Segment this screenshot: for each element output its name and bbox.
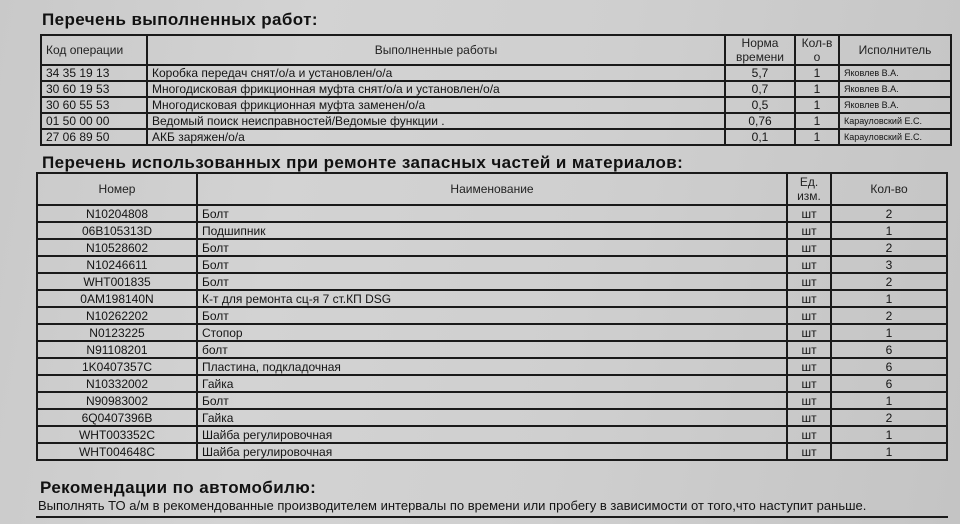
norm-time: 0,1 bbox=[725, 129, 795, 145]
table-row bbox=[37, 256, 947, 273]
norm-time: 5,7 bbox=[725, 65, 795, 81]
quantity: 1 bbox=[795, 129, 839, 145]
part-name: Болт bbox=[197, 392, 787, 409]
part-name: Болт bbox=[197, 256, 787, 273]
quantity: 6 bbox=[831, 375, 947, 392]
part-number: N90983002 bbox=[37, 392, 197, 409]
unit: шт bbox=[787, 341, 831, 358]
unit: шт bbox=[787, 392, 831, 409]
part-number: 0AM198140N bbox=[37, 290, 197, 307]
header-norm: Норма времени bbox=[725, 35, 795, 65]
unit: шт bbox=[787, 290, 831, 307]
unit: шт bbox=[787, 307, 831, 324]
table-row bbox=[41, 129, 951, 145]
table-row bbox=[41, 65, 951, 81]
table-row bbox=[37, 307, 947, 324]
part-name: К-т для ремонта сц-я 7 ст.КП DSG bbox=[197, 290, 787, 307]
table-row bbox=[37, 222, 947, 239]
quantity: 6 bbox=[831, 341, 947, 358]
operation-code: 30 60 55 53 bbox=[41, 97, 147, 113]
header-executor: Исполнитель bbox=[839, 35, 951, 65]
part-number: N10204808 bbox=[37, 205, 197, 222]
table-row bbox=[37, 273, 947, 290]
part-name: Гайка bbox=[197, 409, 787, 426]
table-row bbox=[37, 239, 947, 256]
quantity: 1 bbox=[795, 65, 839, 81]
executor: Карауловский Е.С. bbox=[839, 129, 951, 145]
quantity: 1 bbox=[831, 324, 947, 341]
unit: шт bbox=[787, 409, 831, 426]
parts-section-title: Перечень использованных при ремонте запасных частей и материалов: bbox=[42, 153, 684, 172]
part-number: WHT001835 bbox=[37, 273, 197, 290]
quantity: 2 bbox=[831, 205, 947, 222]
header-unit: Ед. изм. bbox=[787, 173, 831, 205]
part-name: Шайба регулировочная bbox=[197, 426, 787, 443]
part-name: Болт bbox=[197, 273, 787, 290]
executor: Карауловский Е.С. bbox=[839, 113, 951, 129]
table-row bbox=[41, 113, 951, 129]
table-row bbox=[37, 205, 947, 222]
recommendations-title: Рекомендации по автомобилю: bbox=[40, 478, 317, 497]
work-description: Коробка передач снят/о/а и установлен/о/а bbox=[147, 65, 725, 81]
part-name: Стопор bbox=[197, 324, 787, 341]
work-description: Ведомый поиск неисправностей/Ведомые функции . bbox=[147, 113, 725, 129]
part-name: болт bbox=[197, 341, 787, 358]
parts-table bbox=[36, 172, 948, 461]
unit: шт bbox=[787, 256, 831, 273]
quantity: 6 bbox=[831, 358, 947, 375]
table-row bbox=[37, 426, 947, 443]
unit: шт bbox=[787, 222, 831, 239]
operation-code: 27 06 89 50 bbox=[41, 129, 147, 145]
work-description: Многодисковая фрикционная муфта снят/о/а и установлен/о/а bbox=[147, 81, 725, 97]
part-name: Шайба регулировочная bbox=[197, 443, 787, 460]
table-row bbox=[37, 409, 947, 426]
quantity: 1 bbox=[795, 97, 839, 113]
operation-code: 34 35 19 13 bbox=[41, 65, 147, 81]
quantity: 3 bbox=[831, 256, 947, 273]
part-name: Гайка bbox=[197, 375, 787, 392]
part-number: 06B105313D bbox=[37, 222, 197, 239]
part-name: Болт bbox=[197, 307, 787, 324]
table-row bbox=[37, 392, 947, 409]
work-description: АКБ заряжен/о/а bbox=[147, 129, 725, 145]
operation-code: 01 50 00 00 bbox=[41, 113, 147, 129]
quantity: 2 bbox=[831, 409, 947, 426]
operation-code: 30 60 19 53 bbox=[41, 81, 147, 97]
norm-time: 0,76 bbox=[725, 113, 795, 129]
part-number: WHT003352C bbox=[37, 426, 197, 443]
quantity: 2 bbox=[831, 239, 947, 256]
header-number: Номер bbox=[37, 173, 197, 205]
unit: шт bbox=[787, 358, 831, 375]
unit: шт bbox=[787, 205, 831, 222]
recommendation-text: Выполнять ТО а/м в рекомендованные производителем интервалы по времени или пробегу в зависимости от того,что наступит раньше. bbox=[36, 498, 948, 518]
part-number: 1K0407357C bbox=[37, 358, 197, 375]
unit: шт bbox=[787, 443, 831, 460]
unit: шт bbox=[787, 375, 831, 392]
part-number: 6Q0407396B bbox=[37, 409, 197, 426]
part-number: N0123225 bbox=[37, 324, 197, 341]
norm-time: 0,5 bbox=[725, 97, 795, 113]
quantity: 1 bbox=[831, 222, 947, 239]
part-name: Подшипник bbox=[197, 222, 787, 239]
work-description: Многодисковая фрикционная муфта заменен/о/а bbox=[147, 97, 725, 113]
part-number: N91108201 bbox=[37, 341, 197, 358]
quantity: 1 bbox=[795, 113, 839, 129]
quantity: 1 bbox=[831, 392, 947, 409]
table-row bbox=[37, 324, 947, 341]
table-row bbox=[41, 97, 951, 113]
unit: шт bbox=[787, 239, 831, 256]
header-qty: Кол-в о bbox=[795, 35, 839, 65]
unit: шт bbox=[787, 273, 831, 290]
quantity: 2 bbox=[831, 307, 947, 324]
header-code: Код операции bbox=[41, 35, 147, 65]
table-row bbox=[37, 341, 947, 358]
works-header-row bbox=[41, 35, 951, 65]
header-work: Выполненные работы bbox=[147, 35, 725, 65]
executor: Яковлев В.А. bbox=[839, 81, 951, 97]
header-name: Наименование bbox=[197, 173, 787, 205]
part-number: N10332002 bbox=[37, 375, 197, 392]
part-number: N10246611 bbox=[37, 256, 197, 273]
executor: Яковлев В.А. bbox=[839, 97, 951, 113]
part-number: WHT004648C bbox=[37, 443, 197, 460]
table-row bbox=[37, 358, 947, 375]
works-section-title: Перечень выполненных работ: bbox=[42, 10, 318, 29]
part-name: Болт bbox=[197, 239, 787, 256]
executor: Яковлев В.А. bbox=[839, 65, 951, 81]
table-row bbox=[37, 375, 947, 392]
part-number: N10262202 bbox=[37, 307, 197, 324]
parts-header-row bbox=[37, 173, 947, 205]
unit: шт bbox=[787, 426, 831, 443]
unit: шт bbox=[787, 324, 831, 341]
part-name: Болт bbox=[197, 205, 787, 222]
part-name: Пластина, подкладочная bbox=[197, 358, 787, 375]
norm-time: 0,7 bbox=[725, 81, 795, 97]
quantity: 1 bbox=[831, 443, 947, 460]
header-qty: Кол-во bbox=[831, 173, 947, 205]
works-table bbox=[40, 34, 952, 146]
table-row bbox=[37, 443, 947, 460]
table-row bbox=[41, 81, 951, 97]
quantity: 1 bbox=[831, 290, 947, 307]
quantity: 1 bbox=[831, 426, 947, 443]
table-row bbox=[37, 290, 947, 307]
quantity: 1 bbox=[795, 81, 839, 97]
part-number: N10528602 bbox=[37, 239, 197, 256]
quantity: 2 bbox=[831, 273, 947, 290]
